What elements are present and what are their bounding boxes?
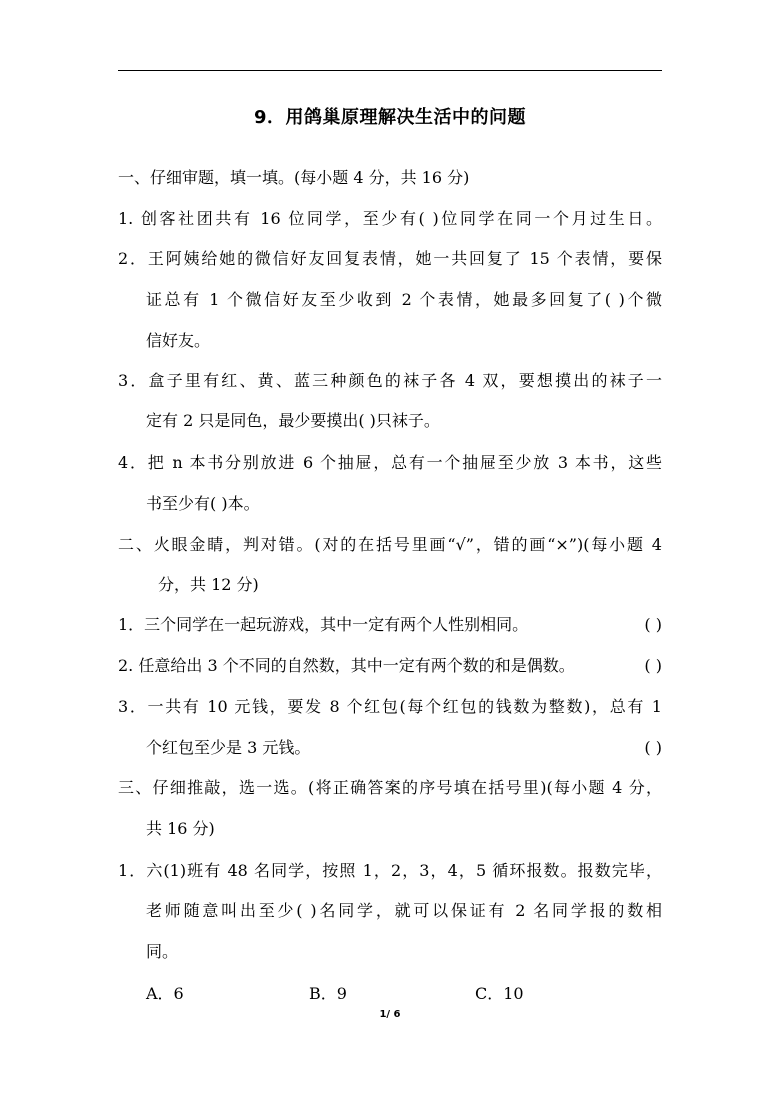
s2-question-2-answer-paren: ( ) bbox=[644, 656, 662, 675]
s2-question-2-text: 2. 任意给出 3 个不同的自然数，其中一定有两个数的和是偶数。 bbox=[118, 656, 575, 675]
s1-question-2-line3: 信好友。 bbox=[146, 331, 211, 350]
s3-question-1-line2: 老师随意叫出至少( )名同学，就可以保证有 2 名同学报的数相 bbox=[146, 901, 662, 920]
s2-question-3-line2 bbox=[146, 737, 662, 759]
s1-question-4-line1: 4．把 n 本书分别放进 6 个抽屉，总有一个抽屉至少放 3 本书，这些 bbox=[118, 453, 662, 472]
section2-header-line2: 分，共 12 分) bbox=[158, 575, 259, 594]
page-title: 9．用鸽巢原理解决生活中的问题 bbox=[253, 107, 527, 128]
s1-question-1: 1. 创客社团共有 16 位同学，至少有( )位同学在同一个月过生日。 bbox=[118, 209, 662, 228]
choice-c: C．10 bbox=[475, 984, 524, 1003]
choice-b: B．9 bbox=[309, 984, 347, 1003]
s2-question-1-answer-paren: ( ) bbox=[644, 615, 662, 634]
choice-a: A．6 bbox=[146, 984, 184, 1003]
section3-header-line2: 共 16 分) bbox=[146, 819, 215, 838]
s3-question-1-line3: 同。 bbox=[146, 942, 179, 961]
s1-question-3-line1: 3．盒子里有红、黄、蓝三种颜色的袜子各 4 双，要想摸出的袜子一 bbox=[118, 371, 662, 390]
s1-question-4-line2: 书至少有( )本。 bbox=[146, 494, 260, 513]
section3-header-line1: 三、仔细推敲，选一选。(将正确答案的序号填在括号里)(每小题 4 分， bbox=[118, 778, 662, 797]
s1-question-2-line2: 证总有 1 个微信好友至少收到 2 个表情，她最多回复了( )个微 bbox=[146, 290, 662, 309]
s1-question-3-line2: 定有 2 只是同色，最少要摸出( )只袜子。 bbox=[146, 411, 440, 430]
s2-question-1-text: 1．三个同学在一起玩游戏，其中一定有两个人性别相同。 bbox=[118, 615, 529, 634]
header-rule bbox=[118, 70, 662, 71]
s3-question-1-line1: 1．六(1)班有 48 名同学，按照 1，2，3，4，5 循环报数。报数完毕， bbox=[118, 861, 662, 880]
s2-question-3-line1: 3．一共有 10 元钱，要发 8 个红包(每个红包的钱数为整数)，总有 1 bbox=[118, 697, 662, 716]
s1-question-2-line1: 2．王阿姨给她的微信好友回复表情，她一共回复了 15 个表情，要保 bbox=[118, 249, 662, 268]
s2-question-2 bbox=[118, 655, 662, 677]
page-number: 1/ 6 bbox=[379, 1009, 401, 1020]
section1-header: 一、仔细审题，填一填。(每小题 4 分，共 16 分) bbox=[118, 168, 470, 187]
s2-question-3-text: 个红包至少是 3 元钱。 bbox=[146, 738, 311, 757]
section2-header-line1: 二、火眼金睛，判对错。(对的在括号里画“√”，错的画“×”)(每小题 4 bbox=[118, 535, 662, 554]
s2-question-1 bbox=[118, 614, 662, 636]
s2-question-3-answer-paren: ( ) bbox=[644, 738, 662, 757]
